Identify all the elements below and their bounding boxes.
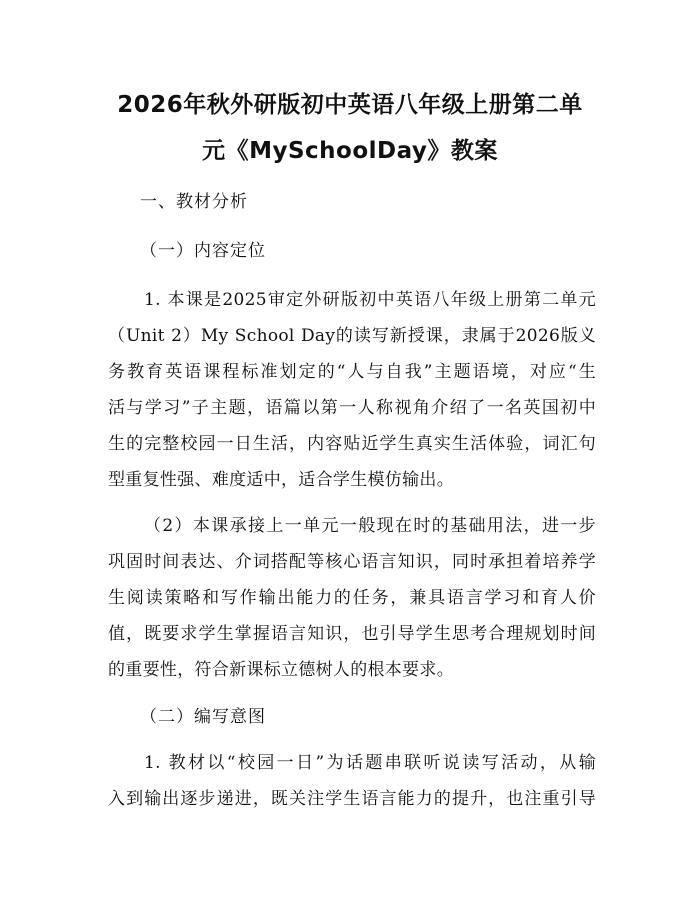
title-line-2: 元《MySchoolDay》教案 <box>202 138 498 164</box>
paragraph-content-positioning-2 <box>108 508 596 688</box>
paragraph-line: 巩固时间表达、介词搭配等核心语言知识，同时承担着培养学 <box>108 552 596 572</box>
paragraph-line: 活与学习”子主题，语篇以第一人称视角介绍了一名英国初中 <box>108 398 596 418</box>
paragraph-line: 入到输出逐步递进，既关注学生语言能力的提升，也注重引导 <box>108 789 596 809</box>
paragraph-line: 生阅读策略和写作输出能力的任务，兼具语言学习和育人价 <box>108 588 596 608</box>
subsection-heading-content-positioning: （一）内容定位 <box>140 241 266 261</box>
paragraph-writing-intent-1 <box>108 745 596 817</box>
paragraph-content-positioning-1 <box>108 282 596 498</box>
section-heading-teaching-material-analysis: 一、教材分析 <box>140 192 248 212</box>
document-title <box>95 82 605 174</box>
paragraph-line: 1. 本课是2025审定外研版初中英语八年级上册第二单元 <box>144 290 596 310</box>
paragraph-line: （Unit 2）My School Day的读写新授课，隶属于2026版义 <box>108 326 596 346</box>
subsection-heading-writing-intent: （二）编写意图 <box>140 707 266 727</box>
paragraph-line: 值，既要求学生掌握语言知识，也引导学生思考合理规划时间 <box>108 624 596 644</box>
paragraph-line: 1. 教材以“校园一日”为话题串联听说读写活动，从输 <box>144 753 596 773</box>
paragraph-line: 务教育英语课程标准划定的“人与自我”主题语境，对应“生 <box>108 362 596 382</box>
paragraph-line: 型重复性强、难度适中，适合学生模仿输出。 <box>108 470 454 490</box>
title-line-1: 2026年秋外研版初中英语八年级上册第二单 <box>117 92 583 118</box>
paragraph-line: 生的完整校园一日生活，内容贴近学生真实生活体验，词汇句 <box>108 434 596 454</box>
paragraph-line: 的重要性，符合新课标立德树人的根本要求。 <box>108 660 454 680</box>
paragraph-line: （2）本课承接上一单元一般现在时的基础用法，进一步 <box>144 516 596 536</box>
